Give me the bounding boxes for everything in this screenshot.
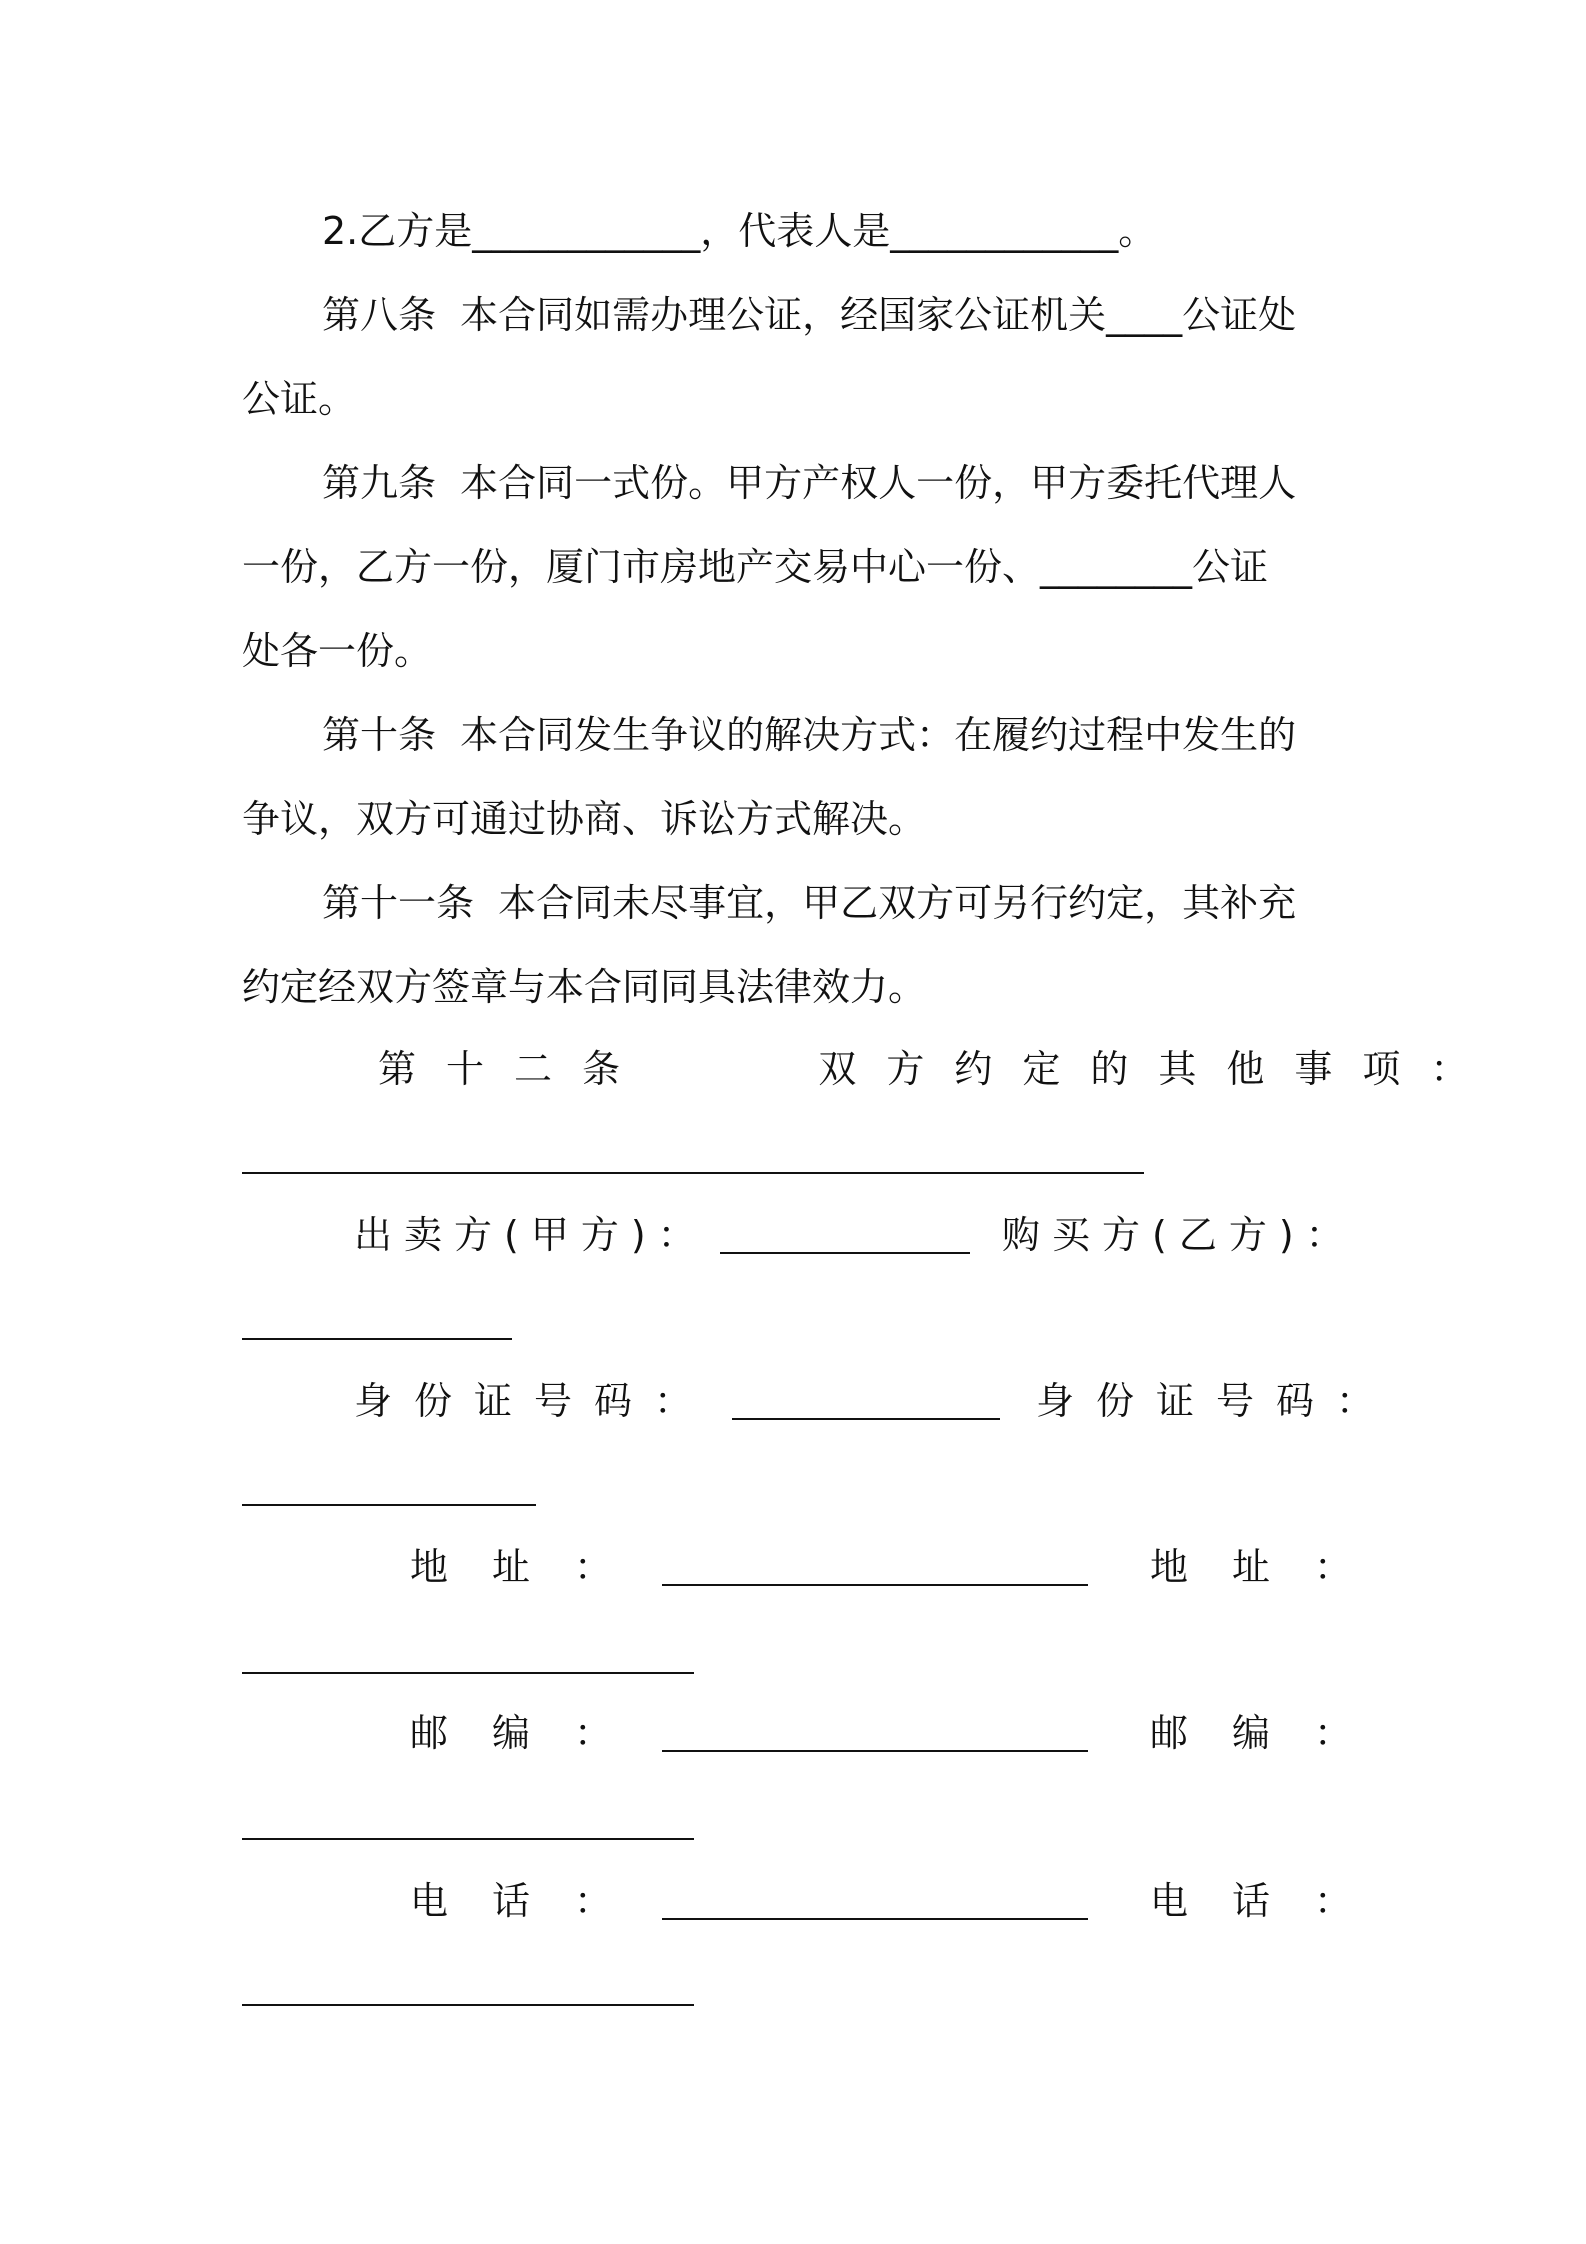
article-12-heading: 第十二条 双方约定的其他事项： <box>378 1047 1499 1091</box>
article-9-line-1: 第九条 本合同一式份。甲方产权人一份，甲方委托代理人 <box>322 461 1297 505</box>
buyer-label: 购买方(乙方)： <box>1002 1213 1356 1257</box>
buyer-address-label: 地址： <box>1150 1545 1397 1589</box>
article-8-line-2: 公证。 <box>242 377 357 421</box>
article-11-line-1: 第十一条 本合同未尽事宜，甲乙双方可另行约定，其补充 <box>322 881 1297 925</box>
buyer-blank <box>242 1338 512 1340</box>
signature-row-id <box>242 1379 1397 1432</box>
seller-id-blank <box>732 1418 1000 1420</box>
signature-row-party <box>242 1213 1360 1266</box>
article-10-line-2: 争议，双方可通过协商、诉讼方式解决。 <box>242 797 927 841</box>
seller-postcode-blank <box>662 1750 1088 1752</box>
buyer-id-label: 身份证号码： <box>1036 1379 1397 1423</box>
seller-phone-blank <box>662 1918 1088 1920</box>
buyer-phone-blank <box>242 2004 694 2006</box>
seller-blank <box>720 1252 970 1254</box>
seller-postcode-label: 邮编： <box>410 1711 657 1755</box>
buyer-address-blank <box>242 1672 694 1674</box>
article-8-line-1: 第八条 本合同如需办理公证，经国家公证机关____公证处 <box>322 293 1297 337</box>
seller-label: 出卖方(甲方)： <box>354 1213 708 1257</box>
buyer-phone-label: 电话： <box>1150 1879 1397 1923</box>
buyer-postcode-label: 邮编： <box>1150 1711 1397 1755</box>
signature-row-address <box>242 1545 1397 1598</box>
signature-row-postcode <box>242 1711 1397 1764</box>
paragraph-party-b: 2.乙方是____________，代表人是____________。 <box>322 209 1157 253</box>
seller-phone-label: 电话： <box>410 1879 657 1923</box>
article-9-line-3: 处各一份。 <box>242 629 433 673</box>
buyer-id-blank <box>242 1504 536 1506</box>
article-11-line-2: 约定经双方签章与本合同同具法律效力。 <box>242 965 927 1009</box>
buyer-postcode-blank <box>242 1838 694 1840</box>
other-matters-blank <box>242 1172 1144 1174</box>
article-10-line-1: 第十条 本合同发生争议的解决方式：在履约过程中发生的 <box>322 713 1297 757</box>
seller-address-blank <box>662 1584 1088 1586</box>
seller-id-label: 身份证号码： <box>354 1379 715 1423</box>
signature-row-phone <box>242 1879 1397 1932</box>
seller-address-label: 地址： <box>410 1545 657 1589</box>
article-9-line-2: 一份，乙方一份，厦门市房地产交易中心一份、________公证 <box>242 545 1269 589</box>
